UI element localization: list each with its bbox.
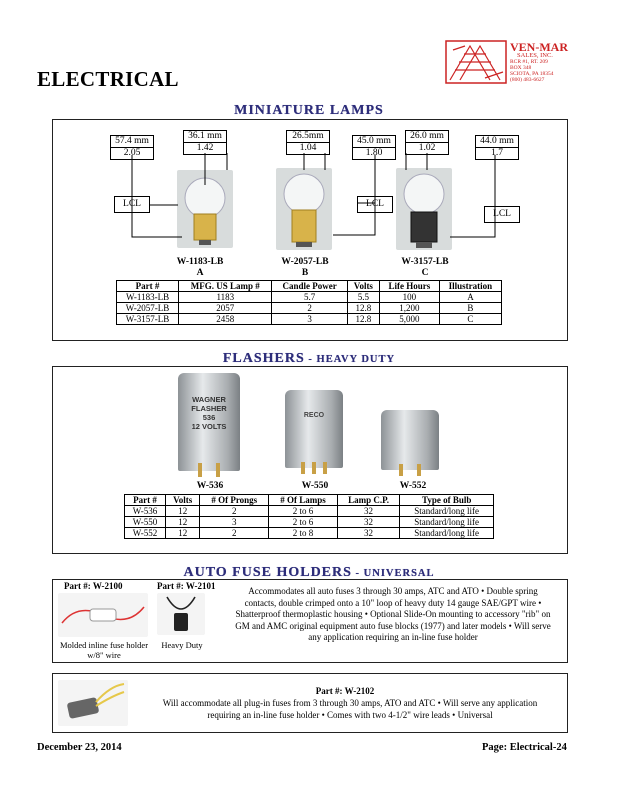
lcl-box-c: LCL (484, 206, 520, 223)
fuse-w2102-description: Will accommodate all plug-in fuses from 3 through 30 amps, ATO and ATC • Will serve any application requiring an in-line fuse holder • Comes with two 4-1/2" wire leads • Universal (162, 698, 538, 720)
footer-page: Page: Electrical-24 (482, 742, 567, 753)
flashers-table (124, 494, 494, 539)
fuse-holder-icon (58, 680, 128, 726)
lamp-caption-b: W-2057-LB B (281, 257, 329, 278)
logo-name: VEN-MAR (510, 40, 568, 54)
table-cell: 1183 (179, 292, 272, 303)
dim-box-a-width: 36.1 mm 1.42 (183, 130, 227, 155)
table-cell: 32 (337, 517, 400, 528)
logo-sub: SALES, INC. (517, 52, 553, 59)
table-cell: 2 (272, 303, 347, 314)
column-header: Volts (347, 281, 379, 292)
lamp-caption-a: W-1183-LB A (176, 257, 224, 278)
column-header: # Of Lamps (269, 495, 338, 506)
table-header-row (125, 495, 494, 506)
table-cell: 5.5 (347, 292, 379, 303)
fuse-photo-w2101 (157, 593, 205, 635)
miniature-lamps-table (116, 280, 502, 325)
dim-box-c-length: 44.0 mm 1.7 (475, 135, 519, 160)
flashers-section-title: FLASHERS - HEAVY DUTY (222, 351, 396, 366)
lcl-box-a: LCL (114, 196, 150, 213)
fuse-part-w2100: Part #: W-2100 (64, 581, 123, 591)
table-cell: 2458 (179, 314, 272, 325)
column-header: Part # (117, 281, 179, 292)
table-cell: W-550 (125, 517, 166, 528)
table-cell: 100 (379, 292, 439, 303)
table-cell: 2 to 8 (269, 528, 338, 539)
table-cell: 12.8 (347, 303, 379, 314)
fuse-holder-icon (157, 593, 205, 635)
table-cell: A (439, 292, 501, 303)
table-cell: 12 (166, 517, 200, 528)
flasher-photo-w536 (178, 373, 240, 471)
flasher-photo-w550 (285, 390, 343, 468)
table-cell: 1,200 (379, 303, 439, 314)
dim-box-c-width: 26.0 mm 1.02 (405, 130, 449, 155)
miniature-section-title: MINIATURE LAMPS (234, 103, 384, 118)
flasher-photo-w552 (381, 410, 439, 470)
table-cell: W-536 (125, 506, 166, 517)
dim-box-b-width: 26.5mm 1.04 (286, 130, 330, 155)
table-row (125, 517, 494, 528)
table-cell: 5,000 (379, 314, 439, 325)
fuse-caption-w2100: Molded inline fuse holder w/8" wire (59, 640, 149, 660)
fuse-caption-w2101: Heavy Duty (161, 640, 203, 650)
footer-date: December 23, 2014 (37, 742, 122, 753)
table-row (117, 292, 502, 303)
flasher-caption-w536: W-536 (196, 481, 224, 491)
flasher-caption-w552: W-552 (399, 481, 427, 491)
table-cell: 2 (200, 528, 269, 539)
column-header: Type of Bulb (400, 495, 494, 506)
logo-line: SCIOTA, PA 18354 (510, 71, 554, 77)
page-title: ELECTRICAL (37, 67, 179, 91)
table-cell: Standard/long life (400, 528, 494, 539)
logo-grid-icon (445, 40, 507, 84)
dimension-lines (100, 125, 540, 255)
column-header: MFG. US Lamp # (179, 281, 272, 292)
table-cell: 2 (200, 506, 269, 517)
table-cell: 32 (337, 506, 400, 517)
fuse-photo-w2102 (58, 680, 128, 726)
table-cell: 12 (166, 506, 200, 517)
column-header: Candle Power (272, 281, 347, 292)
table-cell: 5.7 (272, 292, 347, 303)
table-cell: W-1183-LB (117, 292, 179, 303)
table-cell: 2 to 6 (269, 506, 338, 517)
table-row (117, 314, 502, 325)
table-cell: 3 (272, 314, 347, 325)
table-cell: C (439, 314, 501, 325)
table-row (117, 303, 502, 314)
table-cell: Standard/long life (400, 517, 494, 528)
table-header-row (117, 281, 502, 292)
dim-box-a-length: 57.4 mm 2.05 (110, 135, 154, 160)
flasher-print: RECO (303, 412, 325, 419)
fuse-part-w2102: Part #: W-2102 (315, 686, 375, 696)
column-header: Part # (125, 495, 166, 506)
table-cell: W-2057-LB (117, 303, 179, 314)
fuse-description: Accommodates all auto fuses 3 through 30 amps, ATC and ATO • Double spring contacts, double crimped onto a 10" loop of heavy duty 14 gauge SAE/GPT wire • Shatterproof thermoplastic housing • Optional Slide-On mounting to accessory "rib" on GM and AMC original equipment auto fuse blocks (1977) and later models • Will serve any application requiring an in-line fuse holder (235, 586, 551, 642)
logo-line: BOX 348 (510, 65, 532, 71)
flasher-print: WAGNER FLASHER 536 12 VOLTS (191, 395, 227, 431)
column-header: Illustration (439, 281, 501, 292)
table-cell: Standard/long life (400, 506, 494, 517)
lamp-caption-c: W-3157-LB C (401, 257, 449, 278)
table-cell: 2057 (179, 303, 272, 314)
table-cell: 12.8 (347, 314, 379, 325)
table-cell: 3 (200, 517, 269, 528)
ven-mar-logo (445, 40, 595, 85)
column-header: Life Hours (379, 281, 439, 292)
logo-address (510, 59, 554, 83)
column-header: Volts (166, 495, 200, 506)
lcl-box-b: LCL (357, 196, 393, 213)
table-cell: 32 (337, 528, 400, 539)
fuse-photo-w2100 (58, 593, 148, 637)
dim-box-b-length: 45.0 mm 1.80 (352, 135, 396, 160)
fuse-part-w2101: Part #: W-2101 (157, 581, 216, 591)
fuse-holder-icon (58, 593, 148, 637)
fuse-section-title: AUTO FUSE HOLDERS - UNIVERSAL (183, 565, 435, 580)
table-row (125, 506, 494, 517)
table-cell: W-3157-LB (117, 314, 179, 325)
flasher-caption-w550: W-550 (301, 481, 329, 491)
column-header: # Of Prongs (200, 495, 269, 506)
table-row (125, 528, 494, 539)
table-cell: 2 to 6 (269, 517, 338, 528)
table-cell: W-552 (125, 528, 166, 539)
logo-line: (800) 483-6627 (510, 77, 545, 83)
table-cell: B (439, 303, 501, 314)
table-cell: 12 (166, 528, 200, 539)
logo-line: RCR #1, RT. 209 (510, 59, 548, 65)
column-header: Lamp C.P. (337, 495, 400, 506)
